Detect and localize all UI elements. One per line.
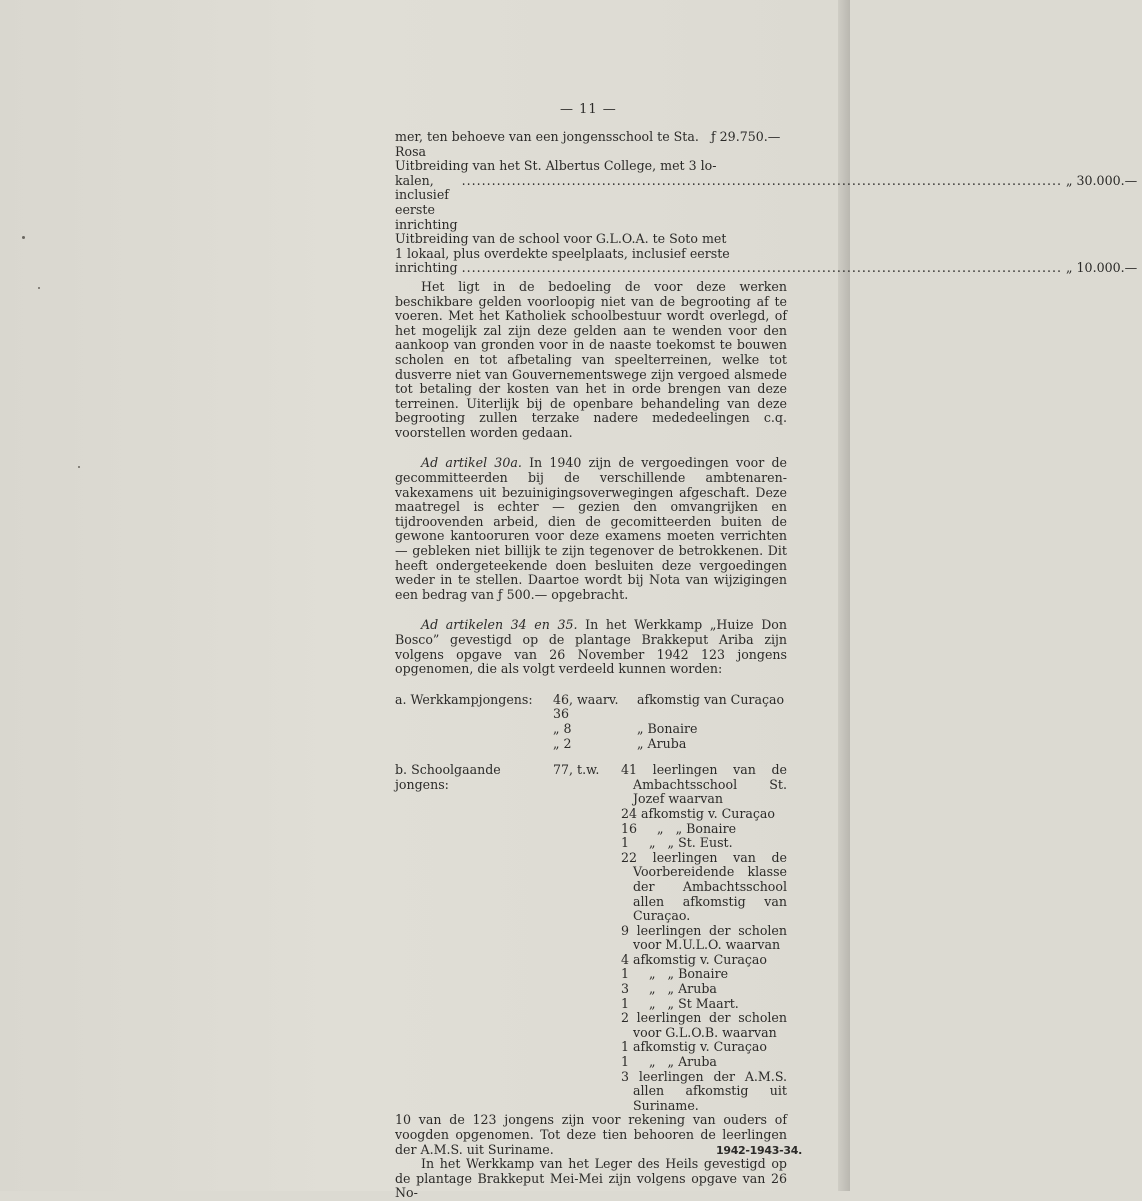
section-a-count: 46, waarv. 36: [553, 691, 619, 722]
origin-line: 1 „ „ St. Eust.: [621, 835, 733, 851]
leader-dots: ........................................................................................................................: [461, 172, 1062, 188]
section-a-label: [395, 722, 553, 737]
expense-line: [395, 130, 787, 159]
section-a-label: [395, 737, 553, 752]
group-line: 41 leerlingen van de Ambachtsschool St. Jozef waarvan: [621, 762, 787, 807]
expense-amount: ƒ 29.750.—: [711, 129, 781, 144]
expense-text: 1 lokaal, plus overdekte speelplaats, inclusief eerste: [395, 245, 730, 261]
origin-line: 1 „ „ Aruba: [621, 1054, 717, 1070]
expense-line: [395, 247, 787, 262]
expense-list: [395, 129, 1138, 276]
text-artikelen-34-35: In het Werkkamp „Huize Don Bosco” gevestigd op de plantage Brakkeput Ariba zijn volgens opgave van 26 November 1942 123 jongens opgenomen, die als volgt verdeeld kunnen worden:: [395, 617, 787, 677]
paragraph-10-jongens: 10 van de 123 jongens zijn voor rekening van ouders of voogden opgenomen. Tot deze tien behooren de leerlingen der A.M.S. uit Suriname.: [395, 1112, 787, 1157]
expense-text: Uitbreiding van de school voor G.L.O.A. te Soto met: [395, 231, 727, 247]
expense-amount: „ 10.000.—: [1066, 260, 1138, 276]
paragraph-beschikbare: Het ligt in de bedoeling de voor deze werken beschikbare gelden voorloopig niet van de begrooting af te voeren. Met het Katholiek schoolbestuur wordt overlegd, of het mogelijk zal zijn deze gelden aan te wenden voor den aankoop van gronden voor in de naaste toekomst te bouwen scholen en tot afbetaling van speelterreinen, welke tot dusverre niet van Gouvernementswege zijn vergoed alsmede tot betaling der kosten van het in orde brengen van deze terreinen. Uiterlijk bij de openbare behandeling van deze begrooting zullen terzake nadere mededeelingen c.q. voorstellen worden gedaan.: [395, 278, 787, 440]
section-a-grid: [395, 693, 787, 751]
section-a-count: „ 8: [553, 720, 572, 736]
section-a-origin: „ Bonaire: [637, 720, 698, 736]
expense-line: [395, 260, 1138, 276]
section-a-origin: afkomstig van Curaçao: [637, 691, 785, 707]
expense-line: [395, 172, 1138, 232]
text-artikel-30a: In 1940 zijn de vergoedingen voor de gecommitteerden bij de verschillende ambtenaren-vakexamens uit bezuinigingsoverwegingen afgeschaft. Deze maatregel is echter — gezien den omvangrijken en tijdroovenden arbeid, dien de gecomitteerden buiten de gewone kantooruren voor deze examens moeten verrichten — gebleken niet billijk te zijn tegenover de betrokkenen. Dit heeft ondergeteekende doen besluiten deze vergoedingen weder in te stellen. Daartoe wordt bij Nota van wijzigingen een bedrag van ƒ 500.— opgebracht.: [395, 455, 787, 602]
leader-dots: ........................................................................................................................: [461, 260, 1063, 276]
dust-speck: [22, 236, 25, 239]
origin-line: 1 „ „ Bonaire: [621, 966, 729, 982]
dust-speck: [78, 466, 80, 468]
origin-line: 1 afkomstig v. Curaçao: [621, 1039, 768, 1055]
heading-artikelen-34-35: Ad artikelen 34 en 35.: [421, 617, 578, 633]
section-a-origin: „ Aruba: [637, 735, 687, 751]
section-b-label: b. Schoolgaande jongens:: [395, 762, 501, 792]
section-b: [395, 763, 787, 1113]
section-b-grid: [395, 763, 787, 1113]
paragraph-leger-des-heils: In het Werkkamp van het Leger des Heils gevestigd op de plantage Brakkeput Mei-Mei zijn volgens opgave van 26 No-: [395, 1156, 787, 1201]
section-a: [395, 693, 787, 751]
paragraph-artikel-30a: [395, 456, 787, 602]
origin-line: 3 „ „ Aruba: [621, 981, 717, 997]
section-b-details: [621, 763, 787, 1113]
origin-line: 24 afkomstig v. Curaçao: [621, 805, 776, 821]
paragraph-artikelen-34-35: [395, 618, 787, 676]
expense-text: kalen, inclusief eerste inrichting: [395, 172, 458, 232]
group-line: 22 leerlingen van de Voorbereidende klasse der Ambachtsschool allen afkomstig van Curaçao.: [621, 849, 787, 924]
expense-amount: „ 30.000.—: [1066, 172, 1138, 188]
origin-line: 4 afkomstig v. Curaçao: [621, 951, 768, 967]
section-a-count: „ 2: [553, 735, 572, 751]
dust-speck: [38, 287, 40, 289]
origin-line: 16 „ „ Bonaire: [621, 820, 737, 836]
text-column: [395, 129, 1138, 1201]
section-a-label: a. Werkkampjongens:: [395, 691, 533, 707]
expense-text: Uitbreiding van het St. Albertus College, met 3 lo-: [395, 158, 717, 174]
expense-line: [395, 159, 787, 174]
origin-line: 1 „ „ St Maart.: [621, 995, 739, 1011]
heading-artikel-30a: Ad artikel 30a.: [421, 455, 522, 471]
expense-text: mer, ten behoeve van een jongensschool te Sta. Rosa: [395, 129, 699, 159]
section-b-total: 77, t.w.: [553, 762, 600, 778]
group-line: 2 leerlingen der scholen voor G.L.O.B. waarvan: [621, 1010, 787, 1040]
page-number: — 11 —: [560, 102, 617, 117]
document-code: 1942-1943-34.: [716, 1144, 802, 1157]
group-line: 9 leerlingen der scholen voor M.U.L.O. waarvan: [621, 922, 787, 953]
expense-text: inrichting: [395, 260, 458, 276]
expense-line: [395, 232, 787, 247]
group-line: 3 leerlingen der A.M.S. allen afkomstig uit Suriname.: [621, 1068, 787, 1113]
